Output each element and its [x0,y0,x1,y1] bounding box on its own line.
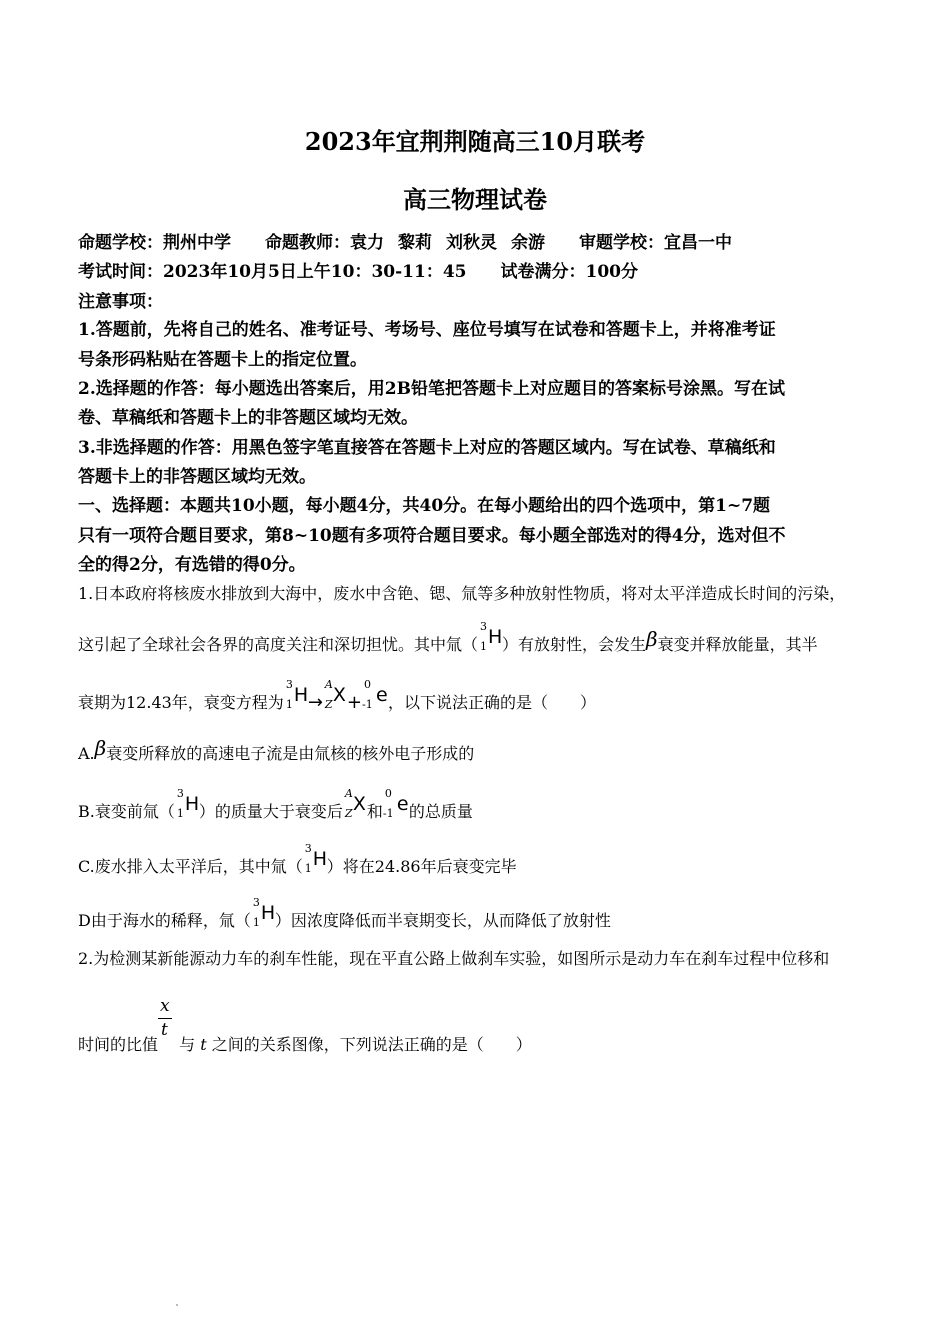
option-text: 和 [366,802,383,821]
option-text: B.衰变前氚（ [78,802,175,821]
tritium-symbol [175,787,200,823]
variable-t: t [200,1035,207,1054]
element-symbol: H [260,902,276,924]
notice-item-1: 1.答题前，先将自己的姓名、准考证号、考场号、座位号填写在试卷和答题卡上，并将准考证 [78,320,776,340]
electron-symbol [382,787,409,823]
element-symbol: e [396,793,409,815]
mass-number: 3 [304,842,312,855]
exam-title: 2023年宜荆荆随高三10月联考 [304,127,646,156]
element-symbol: H [488,626,503,648]
exam-info-row [78,228,873,253]
option-text: 的总质量 [408,802,473,821]
tritium-symbol [251,896,276,932]
atomic-number: 1 [480,640,488,653]
full-score: 试卷满分：100分 [500,262,638,282]
notice-item-3: 3.非选择题的作答：用黑色签字笔直接答在答题卡上对应的答题区域内。写在试卷、草稿纸和 [78,438,776,458]
option-text: ）将在24.86年后衰变完毕 [326,857,517,876]
atomic-number: Z [344,807,353,820]
proposing-school: 命题学校：荆州中学 [78,233,231,253]
question-1-stem: 1.日本政府将核废水排放到大海中，废水中含铯、锶、氚等多种放射性物质，将对太平洋造成长时间的污染， [78,584,846,603]
notice-item-2-cont: 卷、草稿纸和答题卡上的非答题区域均无效。 [78,408,418,428]
text-run: 时间的比值 [78,1035,159,1054]
question-1-option-c [78,842,878,878]
teacher-name: 刘秋灵 [446,233,497,253]
section1-instructions-end: 全的得2分，有选错的得0分。 [78,555,306,575]
product-nucleus-symbol [323,678,347,714]
notice-item-2: 2.选择题的作答：每小题选出答案后，用2B铅笔把答题卡上对应题目的答案标号涂黑。写在试 [78,379,785,399]
electron-symbol [362,678,388,714]
atomic-number: 1 [252,916,260,929]
atomic-number: 1 [304,862,312,875]
question-1-option-a [78,736,878,764]
charge-number: -1 [362,698,373,711]
text-run: 之间的关系图像，下列说法正确的是（ ） [211,1035,532,1054]
question-2-stem-line2 [78,996,878,1056]
text-run: 衰期为12.43年，衰变方程为 [78,693,284,712]
exam-time-row [78,257,873,282]
atomic-number: Z [324,698,333,711]
element-symbol: X [332,684,346,706]
mass-number: 3 [480,620,488,633]
plus-symbol: + [346,692,362,713]
atomic-number: 1 [285,698,293,711]
option-text: D由于海水的稀释，氚（ [78,911,251,930]
mass-number: A [324,678,333,691]
beta-symbol: β [646,627,658,651]
charge-top: 0 [364,678,371,691]
mass-number: 3 [176,787,184,800]
exam-subtitle: 高三物理试卷 [403,185,547,214]
arrow-symbol: → [307,692,323,713]
element-symbol: H [184,793,200,815]
fraction-bar [158,1018,172,1019]
teacher-name: 余游 [511,233,545,253]
text-run: 与 [179,1035,196,1054]
mass-number: 3 [285,678,293,691]
question-1-option-b [78,787,878,823]
section1-instructions: 一、选择题：本题共10小题，每小题4分，共40分。在每小题给出的四个选项中，第1~7题 [78,496,771,516]
section1-instructions-cont: 只有一项符合题目要求，第8~10题有多项符合题目要求。每小题全部选对的得4分，选对但不 [78,526,786,546]
fraction-denominator: t [161,1020,168,1040]
question-1-stem-line3 [78,678,878,714]
charge-number: -1 [382,807,394,820]
notice-heading: 注意事项： [78,292,163,312]
page-mark [176,1304,178,1306]
question-2-stem: 2.为检测某新能源动力车的刹车性能，现在平直公路上做刹车实验，如图所示是动力车在刹车过程中位移和 [78,949,830,968]
text-run: ，以下说法正确的是（ ） [388,693,597,712]
beta-symbol: β [94,736,107,760]
option-text: ）因浓度降低而半衰期变长，从而降低了放射性 [274,911,611,930]
text-run: ）有放射性，会发生 [502,635,647,654]
option-text: ）的质量大于衰变后 [198,802,343,821]
text-run: 衰变并释放能量，其半 [657,635,818,654]
option-text: 衰变所释放的高速电子流是由氚核的核外电子形成的 [106,744,475,763]
reviewing-school: 审题学校：宜昌一中 [579,233,732,253]
question-1-stem-line2 [78,620,878,656]
element-symbol: H [293,684,309,706]
tritium-symbol [284,678,309,714]
exam-time: 考试时间：2023年10月5日上午10：30-11：45 [78,262,467,282]
element-symbol: X [352,793,366,815]
text-run: 这引起了全球社会各界的高度关注和深切担忧。其中氚（ [78,635,479,654]
tritium-symbol [303,842,328,878]
notice-item-3-cont: 答题卡上的非答题区域均无效。 [78,467,316,487]
teacher-name: 黎莉 [398,233,432,253]
element-symbol: H [312,848,328,870]
mass-number: 3 [252,896,260,909]
option-letter: A. [78,744,95,763]
atomic-number: 1 [176,807,184,820]
x-over-t-fraction [158,996,174,1056]
notice-item-1-cont: 号条形码粘贴在答题卡上的指定位置。 [78,350,367,370]
tritium-symbol [478,620,503,656]
charge-top: 0 [384,787,392,800]
fraction-numerator: x [160,996,170,1016]
element-symbol: e [376,684,388,706]
product-nucleus-symbol [343,787,367,823]
question-1-option-d [78,896,878,932]
option-text: C.废水排入太平洋后，其中氚（ [78,857,303,876]
mass-number: A [344,787,353,800]
proposing-teachers: 命题教师：袁力 [265,233,384,253]
